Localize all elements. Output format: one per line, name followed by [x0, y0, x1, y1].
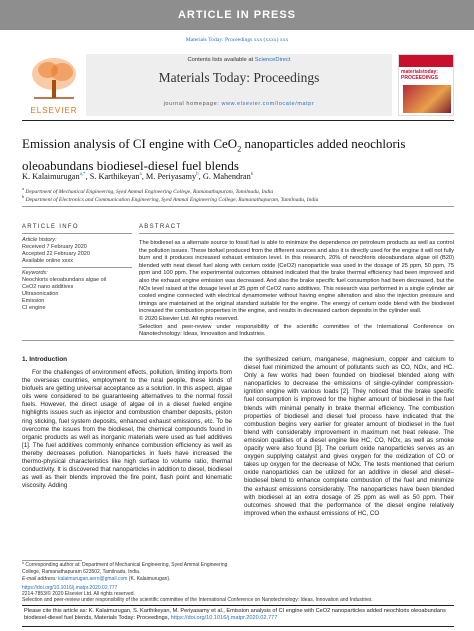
journal-title: Materials Today: Proceedings	[158, 70, 320, 85]
corresponding-author-note: * Corresponding author at: Department of Mechanical Engineering, Syed Ammal Engineering College, Ramanathapuram 623502, Tamilnadu, India.	[22, 562, 228, 575]
affiliation-b: $^b$ Department of Electronics and Communication Engineering, Syed Ammal Engineering College, Ramanathapuram, Tamilnadu, India	[22, 194, 319, 203]
author-4[interactable]: G. Mahendran$^b$	[202, 172, 254, 181]
history-label: Article history:	[22, 237, 57, 243]
cover-image	[403, 85, 451, 113]
doi-link[interactable]: https://doi.org/10.1016/j.matpr.2020.02.777	[22, 585, 118, 591]
article-in-press-banner: ARTICLE IN PRESS	[0, 0, 474, 30]
citation-text: Please cite this article as: K. Kalaimurugan, S. Karthikeyan, M. Periyasamy et al., Emission analysis of CI engine with CeO2 nanoparticles added neochloris oleoabundans biodiesel-diesel fuel blends, Materials Today: Proceedings,	[24, 608, 446, 621]
keyword: CeO2 nano additives	[22, 284, 74, 290]
title-line1-rest: nanoparticles added neochloris	[241, 136, 406, 151]
contents-prefix: Contents lists available at	[187, 57, 255, 63]
article-info-heading: ARTICLE INFO	[22, 224, 79, 230]
author-2[interactable]: S. Karthikeyan$^a$	[89, 172, 142, 181]
email-note	[22, 576, 232, 583]
email-label: E-mail address:	[22, 576, 59, 582]
title-line1: Emission analysis of CI engine with CeO	[22, 136, 238, 151]
affiliation-a: $^a$ Department of Mechanical Engineering, Syed Ammal Engineering College, Ramanathapuram, Tamilnadu, India	[22, 186, 274, 195]
abstract-copyright: © 2020 Elsevier Ltd. All rights reserved.	[139, 315, 239, 322]
homepage-prefix: journal homepage:	[163, 101, 222, 107]
info-rule	[22, 233, 132, 234]
citation-box	[22, 605, 454, 627]
author-1[interactable]: K. Kalaimurugan$^{a,*}$	[22, 172, 86, 181]
cover-band	[399, 55, 453, 67]
keyword: Ultrasonication	[22, 291, 59, 297]
abstract-selection: Selection and peer-review under responsibility of the scientific committee of the International Conference on Nanotechnology: Ideas, Innovation and Industries.	[139, 323, 454, 338]
available-date: Available online xxxx	[22, 258, 73, 264]
abstract-rule	[139, 233, 454, 234]
keywords-label: Keywords:	[22, 270, 48, 276]
journal-reference-link[interactable]: Materials Today: Proceedings xxx (xxxx) xxx	[185, 37, 289, 43]
affiliation-rule	[22, 206, 454, 207]
received-date: Received 7 February 2020	[22, 244, 87, 250]
abstract-end-rule	[22, 340, 454, 341]
abstract-body	[139, 240, 454, 339]
keyword: Emission	[22, 298, 45, 304]
contents-available-line	[86, 57, 392, 63]
article-title	[22, 136, 454, 174]
peer-review-note: Selection and peer-review under responsibility of the scientific committee of the International Conference on Nanotechnology: Ideas, Innovation and Industries.	[22, 597, 373, 603]
homepage-link[interactable]: www.elsevier.com/locate/matpr	[221, 101, 315, 107]
accepted-date: Accepted 22 February 2020	[22, 251, 90, 257]
intro-right-column: the synthesized cerium, manganese, magnesium, copper and calcium to diesel fuel minimized the amount of pollutants such as CO, NOx, and HC. Only a few works had been founded on biodiesel blended along with nanoparticles to decrease the emissions of single-cylinder compression-ignition engine with various loads [2]. They noticed that the brake specific fuel consumption is improved for the higher amount of biodiesel in the fuel blends with minimal penalty in brake thermal efficiency. The combustion properties of biodiesel and diesel fuel process have indicated that the combustion begins very earlier for greater amount of biodiesel in the fuel blend with considerably improvement in maximum net heat release. The emission qualities of a diesel engine like HC, CO, NOx, as well as smoke opacity were also found [3]. The cerium oxide nanoparticles serves as an oxygen supplying catalyst and gives oxygen for the oxidization of CO or takes up oxygen for the decrease of NOx. The tests mentioned that cerium oxide nanoparticles can be utilized for an additive in diesel and diesel–biodiesel blend to enhance complete combustion of the fuel and minimize the exhaust emissions considerably. The nanoparticles have been blended with biodiesel at an extra dosage of 25 ppm as well as 50 ppm. Their outcomes showed that the performance of the diesel engine relatively improved when the exhaust emissions of HC, CO	[244, 356, 454, 517]
journal-homepage	[86, 101, 392, 107]
keyword: CI engine	[22, 305, 46, 311]
issn-line: 2214-7853/© 2020 Elsevier Ltd. All rights reserved.	[22, 591, 135, 597]
keywords-block	[22, 270, 132, 312]
header-rule	[22, 120, 454, 121]
keywords-rule	[22, 267, 132, 268]
citation-doi-link[interactable]: https://doi.org/10.1016/j.matpr.2020.02.777	[170, 615, 278, 621]
journal-cover-thumbnail	[398, 54, 454, 116]
title-line2: oleoabundans biodiesel-diesel fuel blends	[22, 157, 239, 173]
abstract-text: The biodiesel as a alternate source to fossil fuel is able to minimize the dependence on petroleum products as well as control the pollution issues. These biofuel produced from the different sources and also it is directly used for the engine it will not fully burn and it produces increased exhaust emission level. In this research, 20% of neochloris oleoabundans algae oil (B20) blended with neat diesel fuel along with cerium oxide (CeO2) nanoparticle was used in the dosage of 25 ppm, 50 ppm, 75 ppm and 100 ppm. The experimental outcomes obtained indicated that the brake thermal efficiency had been improved and also the exhaust engine emission was decreased. And also the brake specific fuel consumption had been decreased, but the NOx level raised at the dosage level at 25 ppm of CeO2 nano additives. This research was performed in a single cylinder air cooled engine connected with electrical dynamometer without having engine alteration and also the injection pressure and timings are maintained at the original standard suitable for the engine. The energy of cerium oxide blend with the biodiesel increased the combustion properties in the engine, and results in decreased carbon deposits in the cylinder wall.	[139, 240, 454, 315]
footnote-rule	[22, 560, 82, 561]
keyword: Neochloris oleoabundans algae oil	[22, 277, 107, 283]
abstract-heading: ABSTRACT	[139, 224, 182, 230]
email-suffix: (K. Kalaimurugan).	[127, 576, 171, 582]
author-3[interactable]: M. Periyasamy$^b$	[145, 172, 199, 181]
sciencedirect-link[interactable]: ScienceDirect	[254, 57, 291, 63]
article-history	[22, 237, 132, 265]
email-link[interactable]: kalaimurugan.aero@gmail.com	[58, 576, 128, 582]
intro-left-column: For the challenges of environment effects, pollution, limiting imports from the overseas countries, employment to the rural people, these kinds of biofuels are getting universal acceptance as a solution. In this aspect, algae oils were considered to be guaranteeing alternatives to the normal fossil fuels. However, the direct usage of algae oil in a diesel fueled engine highlights issues such as injector and combustion chamber deposits, piston ring sticking, fuel system deposits, enhanced exhaust emissions, etc. To be overcome the issues from the biodiesel, the chemical compounds found in organic products as well as inorganic materials were used as fuel additives [1]. The fuel additives commonly enhance combustion efficiency as well as thereby decreases pollution. Nanoparticles in fuels have increased the thermo-physical characteristics like high surface to volume ratio, thermal conductivity. It is discovered that nanoparticles in addition to diesel, biodiesel as well as their blends improved the fire point, flash point and kinematic viscosity. Adding	[22, 369, 232, 490]
publisher-wordmark: ELSEVIER	[30, 106, 78, 115]
author-list: K. Kalaimurugan$^{a,*}$, S. Karthikeyan$^a$, M. Periyasamy$^b$, G. Mahendran$^b$	[22, 172, 254, 181]
cover-title: materialstoday: PROCEEDINGS	[401, 69, 438, 81]
introduction-heading: 1. Introduction	[22, 356, 68, 363]
title-subscript: 2	[237, 144, 242, 154]
